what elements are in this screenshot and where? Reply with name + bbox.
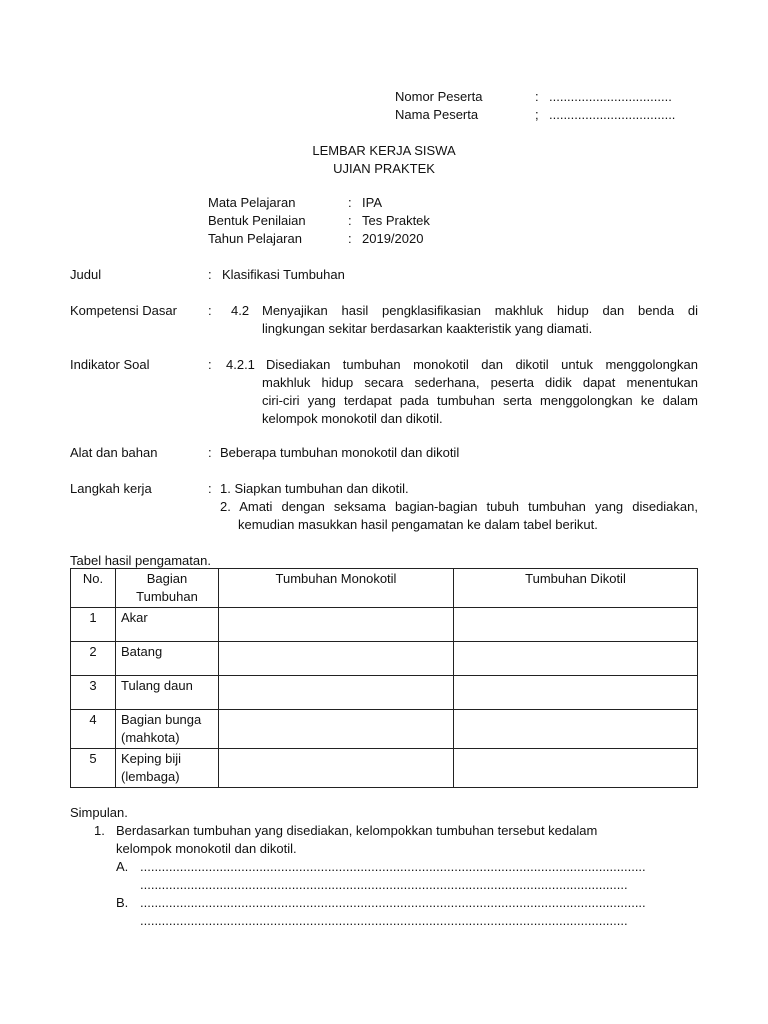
row-dicot-cell[interactable]	[454, 710, 698, 749]
judul-value: Klasifikasi Tumbuhan	[222, 267, 345, 282]
row-monocot-cell[interactable]	[219, 676, 454, 710]
meta-block	[208, 194, 430, 248]
simpulan-title: Simpulan.	[70, 805, 128, 820]
table-caption: Tabel hasil pengamatan.	[70, 553, 211, 568]
indikator-line-4: kelompok monokotil dan dikotil.	[262, 411, 443, 426]
row-part	[116, 642, 219, 676]
judul-label: Judul	[70, 267, 102, 282]
kompetensi-text-1: Menyajikan hasil pengklasifikasian makhluk hidup dan benda di	[262, 303, 698, 318]
indikator-text-1: Disediakan tumbuhan monokotil dan dikotil untuk menggolongkan	[266, 357, 698, 372]
answer-b-line-2[interactable]	[140, 912, 684, 930]
indikator-sep: :	[208, 357, 212, 372]
row-no: 3	[71, 676, 116, 710]
alat-label: Alat dan bahan	[70, 445, 158, 460]
judul-sep: :	[208, 267, 212, 282]
answer-b-label: B.	[116, 895, 129, 910]
header-dicot: Tumbuhan Dikotil	[454, 569, 698, 608]
row-part-line-1: Keping biji	[121, 751, 181, 766]
answer-a-label: A.	[116, 859, 129, 874]
meta-row-assessment	[208, 212, 430, 230]
observation-table	[70, 568, 698, 788]
table-row	[71, 676, 698, 710]
langkah-label: Langkah kerja	[70, 481, 152, 496]
row-part	[116, 710, 219, 749]
participant-name-row	[395, 106, 675, 124]
indikator-text-3: ciri-ciri yang terdapat pada tumbuhan serta menggolongkan ke dalam	[262, 393, 698, 408]
participant-name-label: Nama Peserta	[395, 107, 479, 122]
row-no: 4	[71, 710, 116, 749]
simpulan-q1-line-1: Berdasarkan tumbuhan yang disediakan, kelompokkan tumbuhan tersebut kedalam	[116, 823, 598, 838]
row-part-line-2: (mahkota)	[121, 730, 180, 745]
simpulan-q1-line-2: kelompok monokotil dan dikotil.	[116, 841, 297, 856]
langkah-step-2-line-1	[220, 498, 698, 516]
table-row	[71, 642, 698, 676]
meta-label: Mata Pelajaran	[208, 195, 296, 210]
meta-row-year	[208, 230, 430, 248]
row-no: 1	[71, 608, 116, 642]
indikator-label: Indikator Soal	[70, 357, 150, 372]
header-part	[116, 569, 219, 608]
meta-label: Tahun Pelajaran	[208, 231, 302, 246]
indikator-text-2: makhluk hidup secara sederhana, peserta didik dapat menentukan	[262, 375, 698, 390]
document-title	[0, 142, 768, 178]
meta-value: IPA	[362, 195, 382, 210]
indikator-line-3	[262, 392, 698, 410]
row-dicot-cell[interactable]	[454, 608, 698, 642]
indikator-number: 4.2.1	[226, 357, 255, 372]
row-monocot-cell[interactable]	[219, 608, 454, 642]
row-dicot-cell[interactable]	[454, 749, 698, 788]
answer-a-dots-2: .......................................................................................................................................	[140, 877, 628, 892]
row-monocot-cell[interactable]	[219, 749, 454, 788]
table-header-row	[71, 569, 698, 608]
header-monocot: Tumbuhan Monokotil	[219, 569, 454, 608]
title-line-1: LEMBAR KERJA SISWA	[312, 143, 456, 158]
participant-number-label: Nomor Peserta	[395, 89, 483, 104]
row-part	[116, 676, 219, 710]
participant-number-sep: :	[535, 89, 539, 104]
table-row	[71, 710, 698, 749]
meta-sep: :	[348, 195, 352, 210]
row-part-line-1: Batang	[121, 644, 163, 659]
row-no: 2	[71, 642, 116, 676]
meta-value: 2019/2020	[362, 231, 424, 246]
participant-name-sep: ;	[535, 107, 539, 122]
row-monocot-cell[interactable]	[219, 642, 454, 676]
row-part	[116, 749, 219, 788]
indikator-line-1	[266, 356, 698, 374]
meta-label: Bentuk Penilaian	[208, 213, 306, 228]
participant-name-value[interactable]: ...................................	[549, 107, 676, 122]
meta-sep: :	[348, 231, 352, 246]
answer-b-dots-2: .......................................................................................................................................	[140, 913, 628, 928]
indikator-line-2	[262, 374, 698, 392]
langkah-sep: :	[208, 481, 212, 496]
header-part-line-2: Tumbuhan	[136, 589, 198, 604]
langkah-step-2-line-2: kemudian masukkan hasil pengamatan ke dalam tabel berikut.	[238, 517, 598, 532]
table-row	[71, 749, 698, 788]
row-no: 5	[71, 749, 116, 788]
row-part-line-2: (lembaga)	[121, 769, 180, 784]
row-monocot-cell[interactable]	[219, 710, 454, 749]
langkah-step-1: 1. Siapkan tumbuhan dan dikotil.	[220, 481, 409, 496]
simpulan-q1-number: 1.	[94, 823, 105, 838]
meta-row-subject	[208, 194, 430, 212]
header-part-line-1: Bagian	[146, 571, 188, 586]
answer-a-line-2[interactable]	[140, 876, 684, 894]
kompetensi-line-1	[262, 302, 698, 320]
row-dicot-cell[interactable]	[454, 676, 698, 710]
answer-b-line-1[interactable]	[140, 894, 698, 912]
answer-b-dots-1: ............................................................................................................................................	[140, 895, 646, 910]
kompetensi-sep: :	[208, 303, 212, 318]
row-part-line-1: Akar	[121, 610, 148, 625]
langkah-step-2-text-1: 2. Amati dengan seksama bagian-bagian tubuh tumbuhan yang disediakan,	[220, 499, 698, 514]
row-dicot-cell[interactable]	[454, 642, 698, 676]
row-part	[116, 608, 219, 642]
alat-sep: :	[208, 445, 212, 460]
alat-value: Beberapa tumbuhan monokotil dan dikotil	[220, 445, 460, 460]
header-no: No.	[71, 569, 116, 608]
row-part-line-1: Bagian bunga	[121, 712, 202, 727]
answer-a-line-1[interactable]	[140, 858, 698, 876]
kompetensi-line-2: lingkungan sekitar berdasarkan kaakteristik yang diamati.	[262, 321, 593, 336]
title-line-2: UJIAN PRAKTEK	[333, 161, 435, 176]
meta-sep: :	[348, 213, 352, 228]
kompetensi-label: Kompetensi Dasar	[70, 303, 177, 318]
participant-number-value[interactable]: ..................................	[549, 89, 672, 104]
meta-value: Tes Praktek	[362, 213, 430, 228]
table-row	[71, 608, 698, 642]
kompetensi-number: 4.2	[231, 303, 250, 318]
row-part-line-1: Tulang daun	[121, 678, 193, 693]
answer-a-dots-1: ............................................................................................................................................	[140, 859, 646, 874]
participant-number-row	[395, 88, 672, 106]
